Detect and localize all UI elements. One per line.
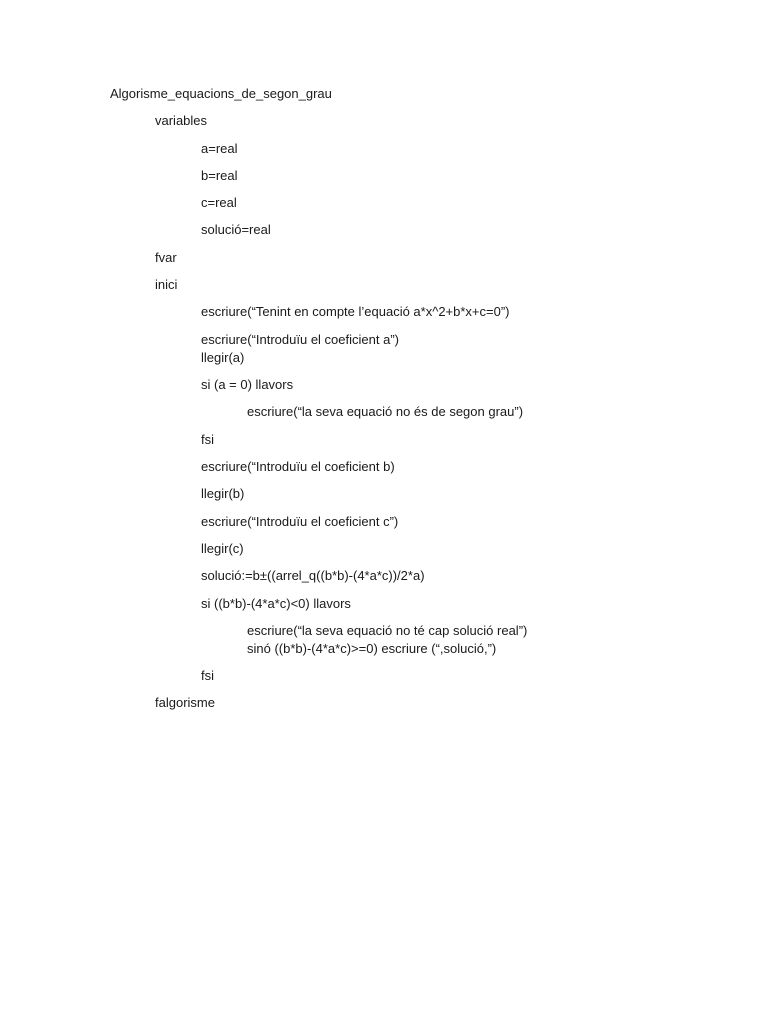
code-line-else-write-solution: sinó ((b*b)-(4*a*c)>=0) escriure (“,solució,”) [247, 641, 497, 656]
code-line-if-a-zero: si (a = 0) llavors [201, 377, 294, 392]
code-line-fsi-1: fsi [201, 432, 214, 447]
code-line-var-solucio: solució=real [201, 222, 271, 237]
code-line-write-no-real-solution: escriure(“la seva equació no té cap solució real”) [247, 623, 528, 638]
code-line-var-b: b=real [201, 168, 238, 183]
code-line-var-c: c=real [201, 195, 237, 210]
code-line-fsi-2: fsi [201, 668, 214, 683]
code-line-fvar: fvar [155, 250, 177, 265]
code-line-variables: variables [155, 113, 208, 128]
code-line-read-c: llegir(c) [201, 541, 244, 556]
code-line-if-discriminant-negative: si ((b*b)-(4*a*c)<0) llavors [201, 596, 351, 611]
code-line-write-coef-a: escriure(“Introduïu el coeficient a”) [201, 332, 399, 347]
code-line-write-coef-c: escriure(“Introduïu el coeficient c”) [201, 514, 399, 529]
code-line-read-b: llegir(b) [201, 486, 245, 501]
code-line-read-a: llegir(a) [201, 350, 245, 365]
code-line-write-not-second-degree: escriure(“la seva equació no és de segon grau”) [247, 404, 524, 419]
code-line-write-equation: escriure(“Tenint en compte l’equació a*x^2+b*x+c=0”) [201, 304, 510, 319]
code-line-inici: inici [155, 277, 178, 292]
code-line-write-coef-b: escriure(“Introduïu el coeficient b) [201, 459, 395, 474]
algorithm-title: Algorisme_equacions_de_segon_grau [110, 86, 332, 101]
code-line-var-a: a=real [201, 141, 238, 156]
code-line-solution-formula: solució:=b±((arrel_q((b*b)-(4*a*c))/2*a) [201, 568, 425, 583]
code-line-falgorisme: falgorisme [155, 695, 215, 710]
